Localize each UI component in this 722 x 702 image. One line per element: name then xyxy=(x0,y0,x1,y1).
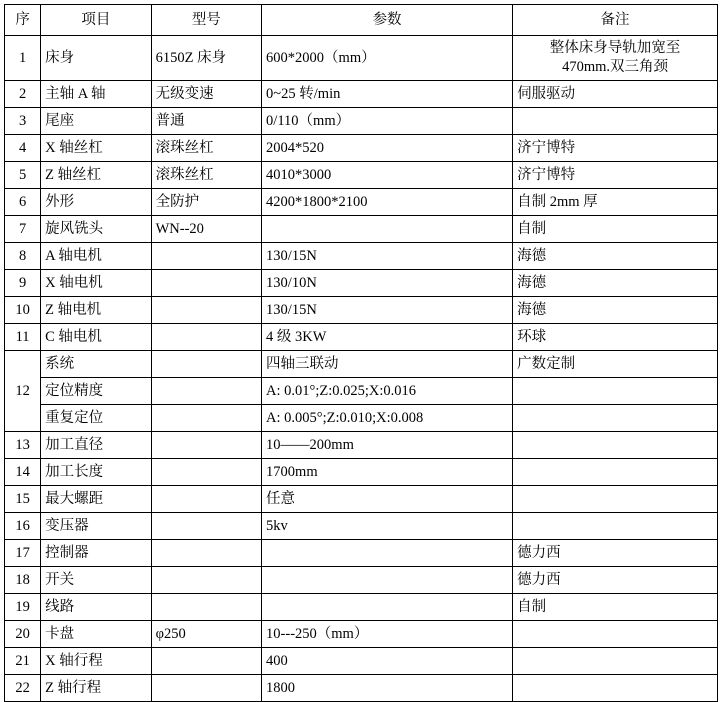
cell-remark: 济宁博特 xyxy=(513,135,718,162)
table-row xyxy=(5,648,718,675)
cell-param: 2004*520 xyxy=(262,135,513,162)
table-row xyxy=(5,81,718,108)
table-row xyxy=(5,405,718,432)
cell-remark: 德力西 xyxy=(513,540,718,567)
table-row xyxy=(5,270,718,297)
cell-item: 变压器 xyxy=(41,513,151,540)
cell-param: 1800 xyxy=(262,675,513,702)
cell-index: 17 xyxy=(5,540,41,567)
table-row xyxy=(5,540,718,567)
cell-item: 系统 xyxy=(41,351,151,378)
cell-index: 12 xyxy=(5,351,41,432)
table-row xyxy=(5,108,718,135)
cell-param: 4200*1800*2100 xyxy=(262,189,513,216)
cell-index: 6 xyxy=(5,189,41,216)
cell-model xyxy=(151,432,261,459)
cell-item: 尾座 xyxy=(41,108,151,135)
cell-param: 1700mm xyxy=(262,459,513,486)
cell-remark xyxy=(513,36,718,81)
column-header-remark: 备注 xyxy=(513,5,718,36)
cell-item: 开关 xyxy=(41,567,151,594)
cell-item: C 轴电机 xyxy=(41,324,151,351)
cell-remark: 德力西 xyxy=(513,567,718,594)
table-row xyxy=(5,486,718,513)
cell-index: 3 xyxy=(5,108,41,135)
cell-param xyxy=(262,567,513,594)
cell-param: 600*2000（mm） xyxy=(262,36,513,81)
cell-model xyxy=(151,324,261,351)
cell-remark: 自制 xyxy=(513,594,718,621)
cell-index: 5 xyxy=(5,162,41,189)
cell-model xyxy=(151,675,261,702)
cell-remark: 济宁博特 xyxy=(513,162,718,189)
cell-remark: 自制 2mm 厚 xyxy=(513,189,718,216)
cell-param: 5kv xyxy=(262,513,513,540)
cell-item: 主轴 A 轴 xyxy=(41,81,151,108)
table-row xyxy=(5,432,718,459)
cell-item: 卡盘 xyxy=(41,621,151,648)
specification-table xyxy=(4,4,718,702)
cell-item: X 轴电机 xyxy=(41,270,151,297)
cell-item: 线路 xyxy=(41,594,151,621)
cell-model: 6150Z 床身 xyxy=(151,36,261,81)
cell-remark xyxy=(513,621,718,648)
cell-index: 14 xyxy=(5,459,41,486)
cell-param: 130/15N xyxy=(262,243,513,270)
table-row xyxy=(5,189,718,216)
cell-model: 普通 xyxy=(151,108,261,135)
cell-model xyxy=(151,459,261,486)
cell-index: 11 xyxy=(5,324,41,351)
cell-remark xyxy=(513,108,718,135)
remark-line-1: 整体床身导轨加宽至 xyxy=(549,40,681,57)
remark-line-2: 470mm.双三角颈 xyxy=(562,59,669,75)
cell-item: 旋风铣头 xyxy=(41,216,151,243)
cell-model: φ250 xyxy=(151,621,261,648)
cell-model xyxy=(151,405,261,432)
cell-item: 定位精度 xyxy=(41,378,151,405)
table-row xyxy=(5,594,718,621)
cell-remark xyxy=(513,432,718,459)
cell-index: 19 xyxy=(5,594,41,621)
cell-index: 7 xyxy=(5,216,41,243)
cell-remark xyxy=(513,675,718,702)
cell-param: 10---250（mm） xyxy=(262,621,513,648)
cell-remark: 海德 xyxy=(513,243,718,270)
table-row xyxy=(5,135,718,162)
cell-index: 18 xyxy=(5,567,41,594)
table-body xyxy=(5,36,718,702)
cell-item: Z 轴电机 xyxy=(41,297,151,324)
cell-item: 加工直径 xyxy=(41,432,151,459)
cell-index: 21 xyxy=(5,648,41,675)
table-row xyxy=(5,162,718,189)
cell-index: 13 xyxy=(5,432,41,459)
cell-model xyxy=(151,648,261,675)
cell-param: 130/15N xyxy=(262,297,513,324)
cell-model xyxy=(151,351,261,378)
cell-remark: 广数定制 xyxy=(513,351,718,378)
table-row xyxy=(5,567,718,594)
cell-param: A: 0.01°;Z:0.025;X:0.016 xyxy=(262,378,513,405)
table-row xyxy=(5,36,718,81)
cell-remark xyxy=(513,486,718,513)
cell-model xyxy=(151,513,261,540)
cell-item: A 轴电机 xyxy=(41,243,151,270)
table-row xyxy=(5,459,718,486)
cell-remark: 自制 xyxy=(513,216,718,243)
cell-model xyxy=(151,540,261,567)
table-row xyxy=(5,243,718,270)
cell-item: 床身 xyxy=(41,36,151,81)
table-row xyxy=(5,324,718,351)
cell-param: 0~25 转/min xyxy=(262,81,513,108)
cell-remark: 海德 xyxy=(513,270,718,297)
cell-param: 0/110（mm） xyxy=(262,108,513,135)
table-row xyxy=(5,378,718,405)
cell-param: 10——200mm xyxy=(262,432,513,459)
cell-item: 加工长度 xyxy=(41,459,151,486)
cell-param xyxy=(262,540,513,567)
cell-remark xyxy=(513,378,718,405)
cell-model: 无级变速 xyxy=(151,81,261,108)
table-row xyxy=(5,513,718,540)
table-header-row xyxy=(5,5,718,36)
table-row xyxy=(5,621,718,648)
table-row xyxy=(5,216,718,243)
cell-model: 全防护 xyxy=(151,189,261,216)
cell-remark: 伺服驱动 xyxy=(513,81,718,108)
cell-index: 22 xyxy=(5,675,41,702)
column-header-param: 参数 xyxy=(262,5,513,36)
cell-index: 10 xyxy=(5,297,41,324)
cell-remark: 海德 xyxy=(513,297,718,324)
cell-index: 4 xyxy=(5,135,41,162)
cell-remark xyxy=(513,405,718,432)
column-header-item: 项目 xyxy=(41,5,151,36)
cell-item: 重复定位 xyxy=(41,405,151,432)
cell-index: 16 xyxy=(5,513,41,540)
cell-model xyxy=(151,567,261,594)
table-row xyxy=(5,351,718,378)
cell-param: A: 0.005°;Z:0.010;X:0.008 xyxy=(262,405,513,432)
cell-model xyxy=(151,594,261,621)
cell-remark xyxy=(513,513,718,540)
cell-model xyxy=(151,243,261,270)
column-header-model: 型号 xyxy=(151,5,261,36)
cell-item: X 轴丝杠 xyxy=(41,135,151,162)
cell-model xyxy=(151,486,261,513)
cell-model xyxy=(151,297,261,324)
cell-index: 15 xyxy=(5,486,41,513)
table-row xyxy=(5,297,718,324)
cell-item: Z 轴丝杠 xyxy=(41,162,151,189)
cell-index: 8 xyxy=(5,243,41,270)
cell-model: 滚珠丝杠 xyxy=(151,162,261,189)
cell-param: 四轴三联动 xyxy=(262,351,513,378)
cell-model: WN--20 xyxy=(151,216,261,243)
cell-remark: 环球 xyxy=(513,324,718,351)
cell-index: 2 xyxy=(5,81,41,108)
column-header-index: 序 xyxy=(5,5,41,36)
cell-index: 20 xyxy=(5,621,41,648)
cell-item: 最大螺距 xyxy=(41,486,151,513)
cell-remark xyxy=(513,648,718,675)
cell-param: 4010*3000 xyxy=(262,162,513,189)
cell-index: 9 xyxy=(5,270,41,297)
cell-model xyxy=(151,378,261,405)
cell-param: 130/10N xyxy=(262,270,513,297)
table-row xyxy=(5,675,718,702)
cell-model xyxy=(151,270,261,297)
cell-item: 控制器 xyxy=(41,540,151,567)
cell-item: 外形 xyxy=(41,189,151,216)
cell-param: 任意 xyxy=(262,486,513,513)
cell-item: X 轴行程 xyxy=(41,648,151,675)
cell-param: 400 xyxy=(262,648,513,675)
cell-param xyxy=(262,594,513,621)
cell-param: 4 级 3KW xyxy=(262,324,513,351)
cell-model: 滚珠丝杠 xyxy=(151,135,261,162)
cell-param xyxy=(262,216,513,243)
cell-remark xyxy=(513,459,718,486)
cell-index: 1 xyxy=(5,36,41,81)
cell-item: Z 轴行程 xyxy=(41,675,151,702)
